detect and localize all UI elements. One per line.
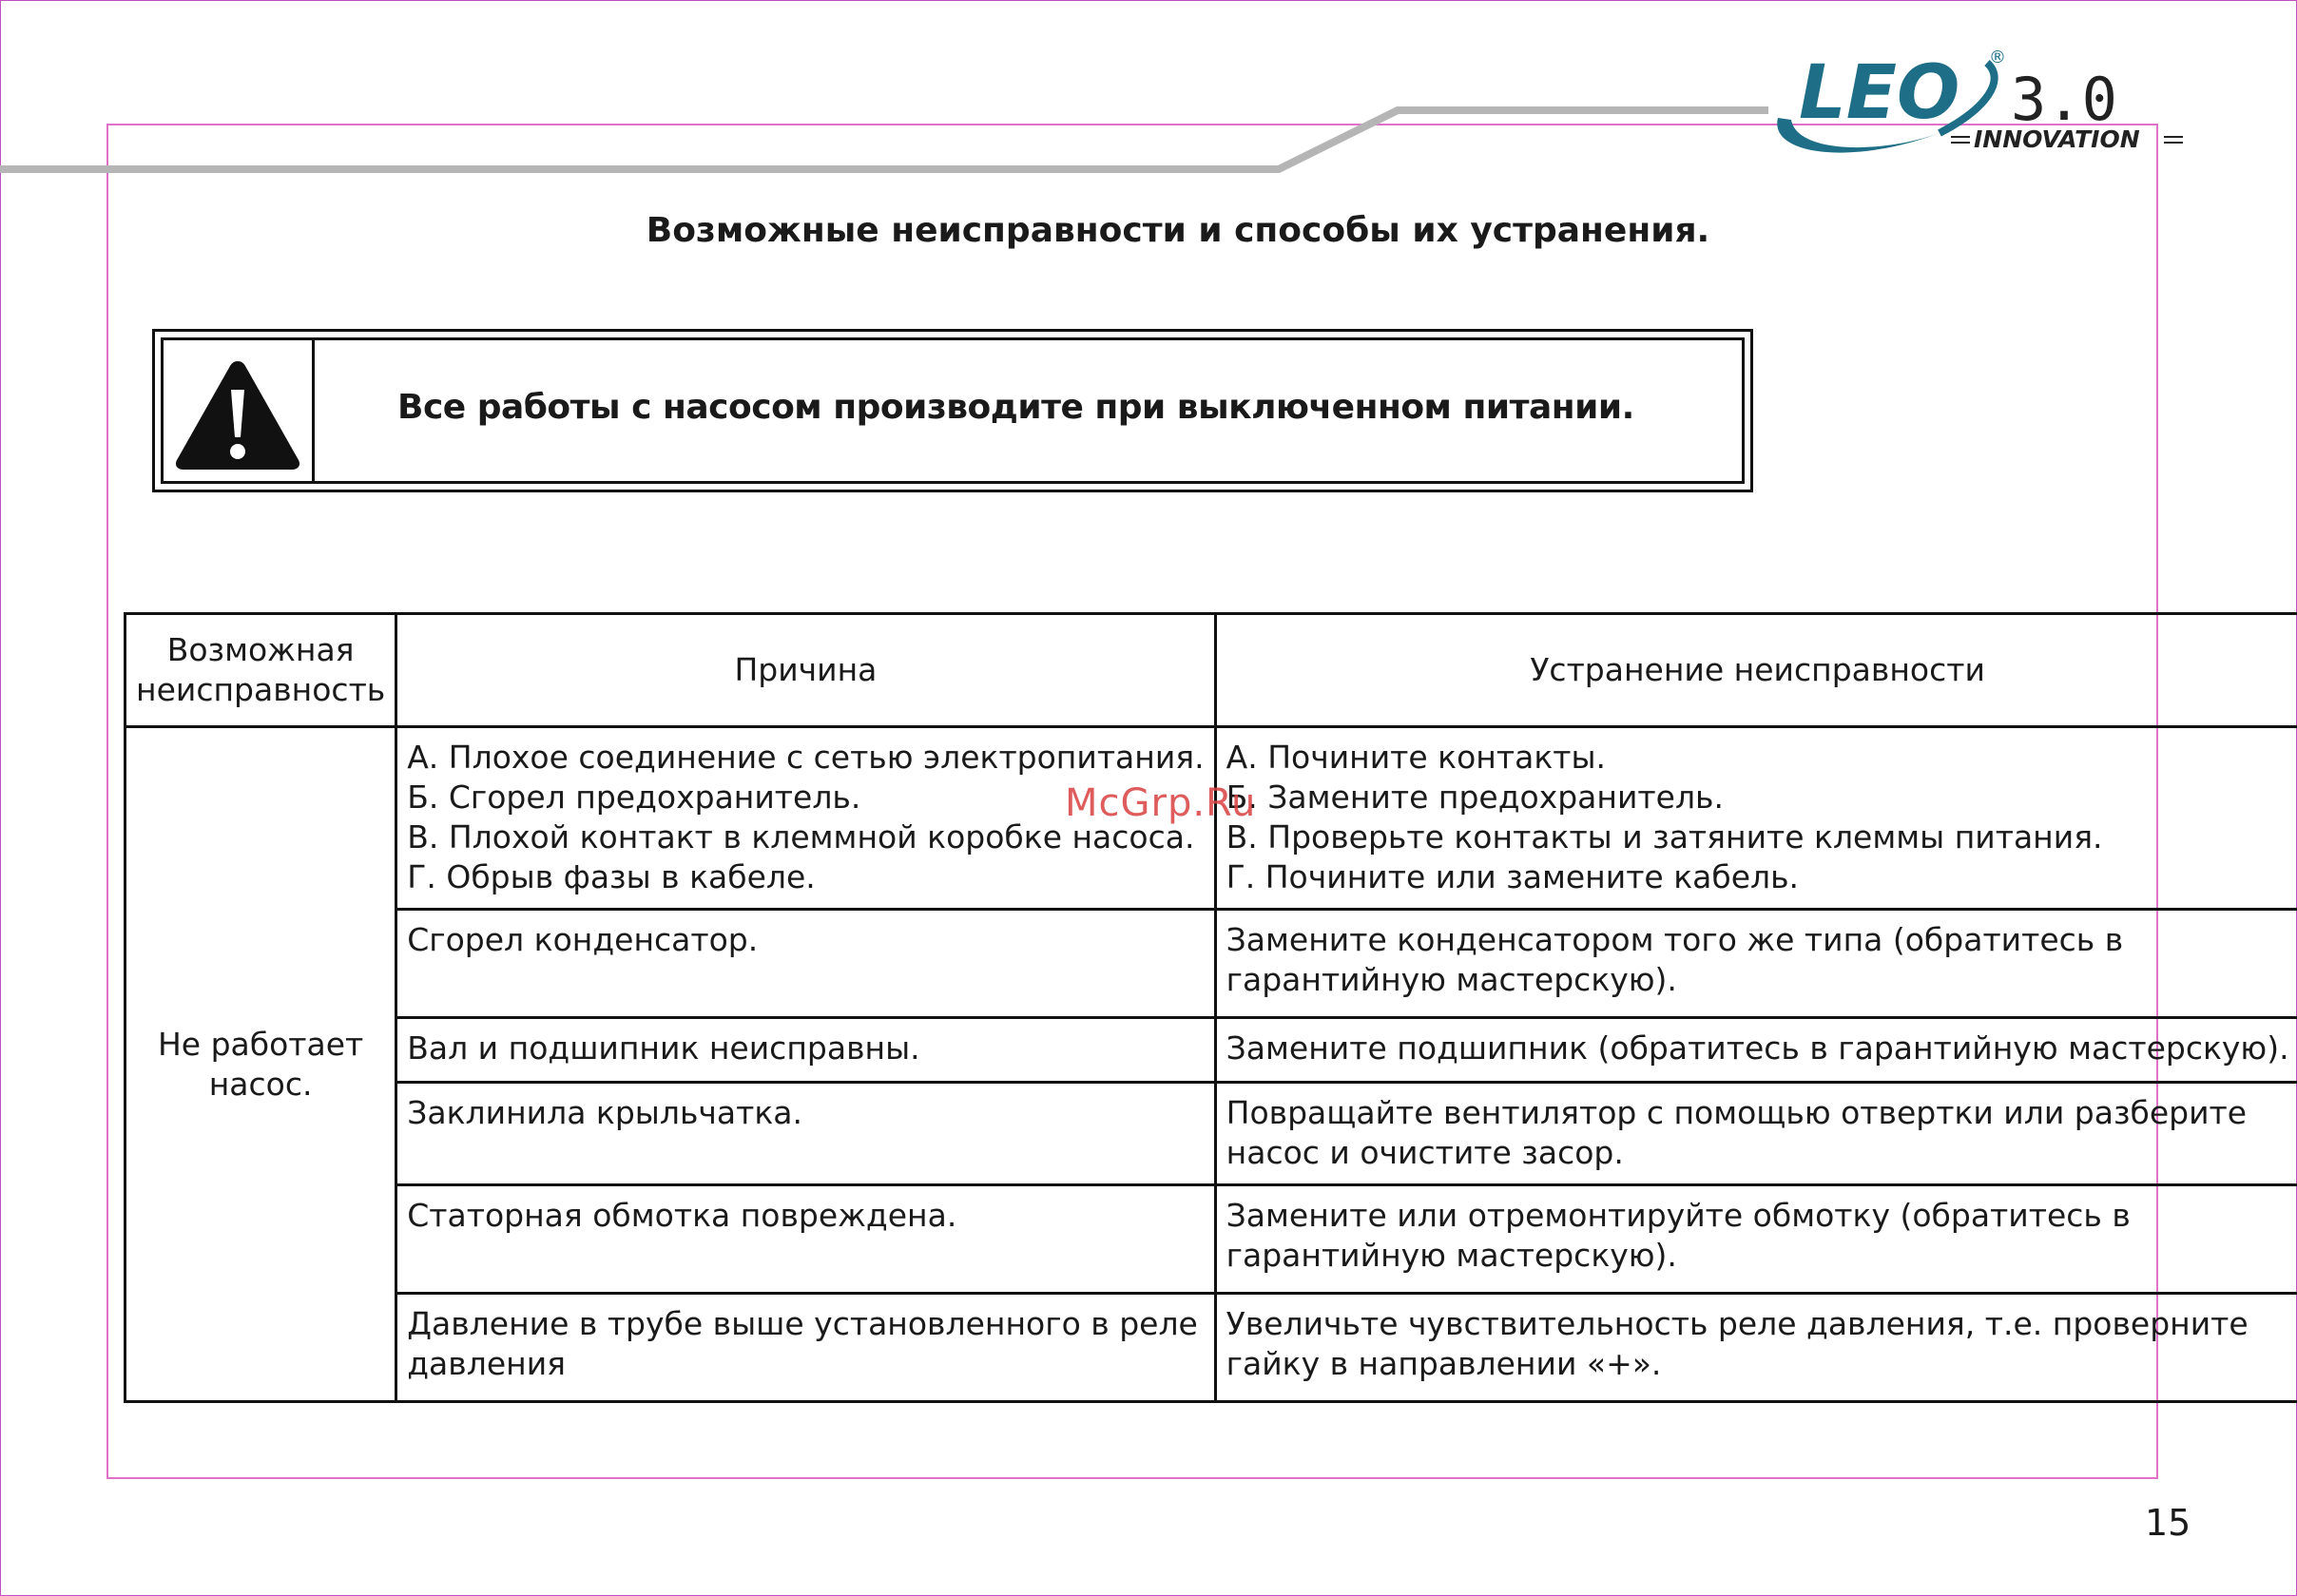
header-swoosh-line [0,95,1778,181]
page-number: 15 [2145,1502,2191,1544]
cause-cell [396,1294,1215,1402]
cause-line: Заклинила крыльчатка. [407,1094,802,1131]
cause-line: А. Плохое соединение с сетью электропитания. [407,739,1205,776]
remedy-line: В. Проверьте контакты и затяните клеммы питания. [1226,818,2103,856]
remedy-line: гайку в направлении «+». [1226,1345,1662,1382]
warning-triangle-icon [173,357,302,471]
cause-cell [396,1083,1215,1185]
warning-text: Все работы с насосом производите при выключенном питании. [397,388,1634,427]
remedy-cell [1215,1185,2297,1294]
table-row [125,910,2297,1018]
page-title: Возможные неисправности и способы их устранения. [646,211,1710,250]
cause-line: Б. Сгорел предохранитель. [407,779,861,816]
cause-line: давления [407,1345,566,1382]
watermark: McGrp.Ru [1065,781,1257,825]
remedy-line: Повращайте вентилятор с помощью отвертки или разберите [1226,1094,2248,1131]
cause-cell [396,1018,1215,1083]
cause-line: В. Плохой контакт в клеммной коробке насоса. [407,818,1195,856]
remedy-cell [1215,910,2297,1018]
cause-line: Статорная обмотка повреждена. [407,1197,957,1234]
remedy-line: Замените или отремонтируйте обмотку (обратитесь в [1226,1197,2131,1234]
remedy-cell [1215,727,2297,910]
cause-line: Вал и подшипник неисправны. [407,1029,920,1067]
table-row [125,1018,2297,1083]
cause-line: Г. Обрыв фазы в кабеле. [407,858,816,895]
brand-logo [1749,42,2187,165]
remedy-cell [1215,1083,2297,1185]
remedy-line: Замените подшипник (обратитесь в гарантийную мастерскую). [1226,1029,2289,1067]
warning-icon-cell [164,340,315,481]
troubleshooting-table [124,612,2297,1403]
fault-cell: Не работает насос. [125,727,396,1402]
remedy-line: гарантийную мастерскую). [1226,961,1677,998]
remedy-line: гарантийную мастерскую). [1226,1237,1677,1274]
warning-box [152,329,1753,492]
logo-tagline: INNOVATION [1974,125,2140,153]
table-header-row [125,614,2297,727]
remedy-line: А. Почините контакты. [1226,739,1607,776]
remedy-line: Б. Замените предохранитель. [1226,779,1724,816]
header-remedy: Устранение неисправности [1215,614,2297,727]
logo-version: 3.0 [2011,65,2117,134]
table-row [125,1083,2297,1185]
cause-cell [396,1185,1215,1294]
header-fault: Возможная неисправность [125,614,396,727]
remedy-cell [1215,1294,2297,1402]
cause-cell [396,910,1215,1018]
remedy-line: Увеличьте чувствительность реле давления, т.е. проверните [1226,1305,2249,1342]
cause-line: Давление в трубе выше установленного в реле [407,1305,1198,1342]
table-row [125,1185,2297,1294]
logo-wordmark: LEO [1799,50,1960,136]
table-row [125,1294,2297,1402]
remedy-line: насос и очистите засор. [1226,1134,1624,1171]
header-cause: Причина [396,614,1215,727]
remedy-cell [1215,1018,2297,1083]
registered-mark: ® [1989,48,2006,67]
remedy-line: Замените конденсатором того же типа (обратитесь в [1226,921,2124,958]
remedy-line: Г. Почините или замените кабель. [1226,858,1800,895]
cause-line: Сгорел конденсатор. [407,921,759,958]
